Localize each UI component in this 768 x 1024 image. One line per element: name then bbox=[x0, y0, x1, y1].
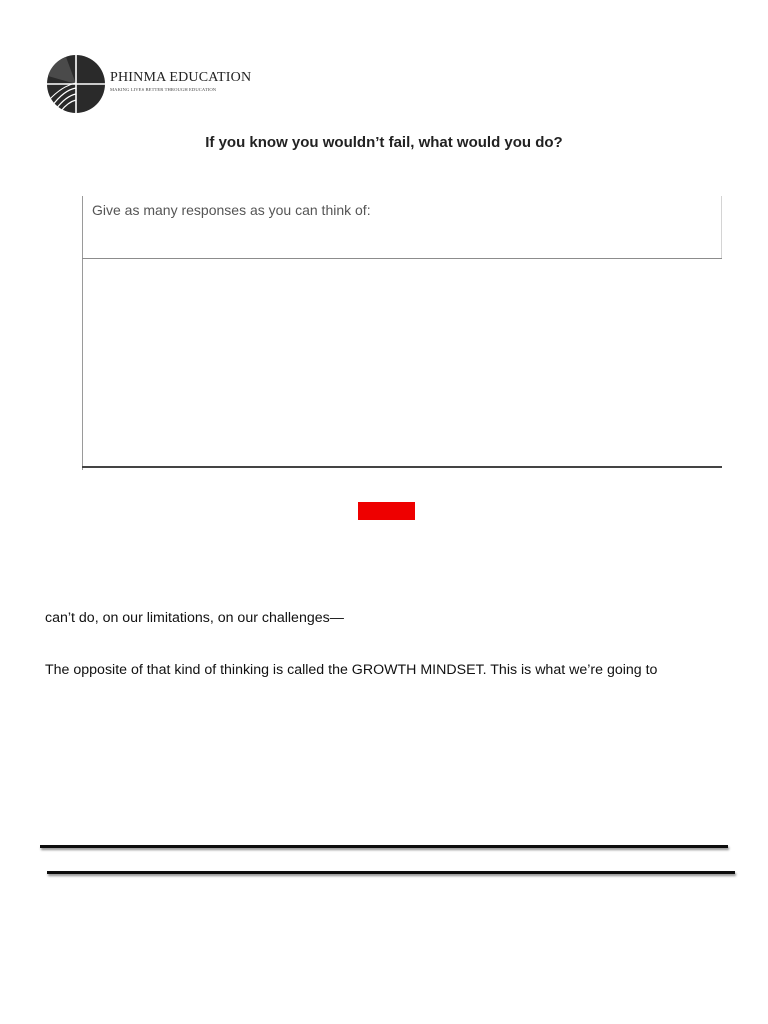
horizontal-rule-2 bbox=[47, 871, 735, 874]
paragraph-limitations: can’t do, on our limitations, on our challenges— bbox=[45, 610, 344, 626]
logo-name: PHINMA EDUCATION bbox=[110, 70, 252, 85]
box-right-border bbox=[721, 196, 722, 258]
horizontal-rule-1 bbox=[40, 845, 728, 848]
phinma-logo bbox=[46, 54, 252, 114]
box-divider bbox=[82, 258, 722, 259]
response-prompt: Give as many responses as you can think of: bbox=[92, 202, 371, 218]
box-bottom-border bbox=[82, 466, 722, 468]
phinma-emblem-icon bbox=[46, 54, 106, 114]
activity-question: If you know you wouldn’t fail, what would you do? bbox=[205, 134, 563, 151]
response-box bbox=[82, 196, 722, 470]
paragraph-growth-mindset: The opposite of that kind of thinking is called the GROWTH MINDSET. This is what we’re going to bbox=[45, 662, 658, 678]
logo-tagline: MAKING LIVES BETTER THROUGH EDUCATION bbox=[110, 87, 217, 92]
red-highlight-block bbox=[358, 502, 415, 520]
answer-area[interactable] bbox=[83, 260, 721, 464]
